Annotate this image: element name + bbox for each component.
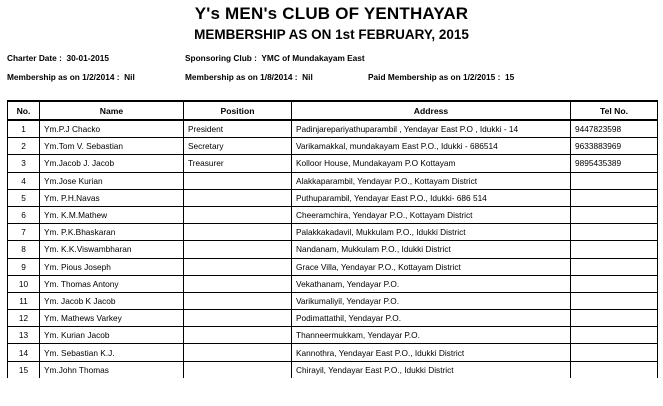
member-position [184, 258, 292, 275]
member-no: 15 [8, 361, 40, 378]
member-name: Ym. Pious Joseph [40, 258, 184, 275]
member-position: Treasurer [184, 155, 292, 172]
member-position [184, 189, 292, 206]
member-name: Ym.P.J Chacko [40, 120, 184, 138]
charter-date [7, 53, 109, 63]
charter-date-value: 30-01-2015 [66, 53, 109, 63]
member-address: Palakkakadavil, Mukkulam P.O., Idukki District [292, 224, 571, 241]
member-no: 10 [8, 275, 40, 292]
table-row [8, 327, 658, 344]
member-address: Varikumaliyil, Yendayar P.O. [292, 292, 571, 309]
table-row [8, 241, 658, 258]
member-tel [571, 189, 658, 206]
member-name: Ym.Jose Kurian [40, 172, 184, 189]
member-no: 7 [8, 224, 40, 241]
member-tel [571, 292, 658, 309]
column-header-position: Position [184, 101, 292, 120]
member-position [184, 361, 292, 378]
member-tel: 9895435389 [571, 155, 658, 172]
member-address: Vekathanam, Yendayar P.O. [292, 275, 571, 292]
table-row [8, 120, 658, 138]
member-address: Padinjarepariyathuparambil , Yendayar East P.O , Idukki - 14 [292, 120, 571, 138]
table-row [8, 138, 658, 155]
paid-membership-value: 15 [504, 72, 515, 82]
membership-aug-2014 [185, 72, 313, 82]
member-no: 12 [8, 310, 40, 327]
member-tel: 9633883969 [571, 138, 658, 155]
page-title: Y's MEN's CLUB OF YENTHAYAR [194, 4, 469, 23]
table-row [8, 361, 658, 378]
member-name: Ym. P.H.Navas [40, 189, 184, 206]
member-name: Ym.Jacob J. Jacob [40, 155, 184, 172]
membership-table [7, 100, 658, 378]
table-row [8, 344, 658, 361]
column-header-tel: Tel No. [571, 101, 658, 120]
membership-feb-2014 [7, 72, 135, 82]
table-row [8, 275, 658, 292]
member-tel [571, 206, 658, 223]
sponsoring-club [185, 53, 365, 63]
sponsoring-club-label: Sponsoring Club : [185, 53, 257, 63]
table-row [8, 172, 658, 189]
member-position: Secretary [184, 138, 292, 155]
member-tel [571, 344, 658, 361]
member-tel [571, 241, 658, 258]
member-address: Podimattathil, Yendayar P.O. [292, 310, 571, 327]
member-name: Ym. Jacob K Jacob [40, 292, 184, 309]
member-name: Ym. Thomas Antony [40, 275, 184, 292]
member-address: Kannothra, Yendayar East P.O., Idukki District [292, 344, 571, 361]
member-no: 13 [8, 327, 40, 344]
membership-feb-2014-label: Membership as on 1/2/2014 : [7, 72, 120, 82]
member-name: Ym.Tom V. Sebastian [40, 138, 184, 155]
member-address: Kolloor House, Mundakayam P.O Kottayam [292, 155, 571, 172]
table-row [8, 189, 658, 206]
page-subtitle: MEMBERSHIP AS ON 1st FEBRUARY, 2015 [194, 27, 469, 42]
member-address: Puthuparambil, Yendayar East P.O., Idukki- 686 514 [292, 189, 571, 206]
member-tel [571, 310, 658, 327]
member-name: Ym. Mathews Varkey [40, 310, 184, 327]
member-name: Ym. P.K.Bhaskaran [40, 224, 184, 241]
table-row [8, 206, 658, 223]
member-position [184, 292, 292, 309]
member-no: 1 [8, 120, 40, 138]
column-header-name: Name [40, 101, 184, 120]
member-position [184, 327, 292, 344]
member-position [184, 275, 292, 292]
member-address: Varikamakkal, mundakayam East P.O., Idukki - 686514 [292, 138, 571, 155]
member-tel: 9447823598 [571, 120, 658, 138]
member-no: 8 [8, 241, 40, 258]
table-row [8, 310, 658, 327]
member-address: Chirayil, Yendayar East P.O., Idukki District [292, 361, 571, 378]
member-address: Thanneermukkam, Yendayar P.O. [292, 327, 571, 344]
member-position [184, 224, 292, 241]
paid-membership [368, 72, 514, 82]
member-no: 4 [8, 172, 40, 189]
member-tel [571, 361, 658, 378]
table-row [8, 292, 658, 309]
member-no: 11 [8, 292, 40, 309]
member-position [184, 172, 292, 189]
charter-date-label: Charter Date : [7, 53, 62, 63]
table-header-row [8, 101, 658, 120]
membership-aug-2014-value: Nil [302, 72, 313, 82]
member-tel [571, 224, 658, 241]
member-address: Alakkaparambil, Yendayar P.O., Kottayam District [292, 172, 571, 189]
membership-feb-2014-value: Nil [124, 72, 135, 82]
member-name: Ym. Kurian Jacob [40, 327, 184, 344]
member-position [184, 206, 292, 223]
member-name: Ym. K.M.Mathew [40, 206, 184, 223]
member-tel [571, 327, 658, 344]
member-no: 2 [8, 138, 40, 155]
member-address: Nandanam, Mukkulam P.O., Idukki District [292, 241, 571, 258]
member-no: 9 [8, 258, 40, 275]
column-header-no: No. [8, 101, 40, 120]
member-name: Ym. K.K.Viswambharan [40, 241, 184, 258]
member-position: President [184, 120, 292, 138]
member-no: 5 [8, 189, 40, 206]
member-address: Cheeramchira, Yendayar P.O., Kottayam District [292, 206, 571, 223]
table-row [8, 155, 658, 172]
sponsoring-club-value: YMC of Mundakayam East [261, 53, 365, 63]
table-row [8, 258, 658, 275]
member-address: Grace Villa, Yendayar P.O., Kottayam District [292, 258, 571, 275]
paid-membership-label: Paid Membership as on 1/2/2015 : [368, 72, 501, 82]
member-no: 14 [8, 344, 40, 361]
member-tel [571, 275, 658, 292]
member-name: Ym. Sebastian K.J. [40, 344, 184, 361]
member-name: Ym.John Thomas [40, 361, 184, 378]
member-no: 6 [8, 206, 40, 223]
member-position [184, 310, 292, 327]
column-header-address: Address [292, 101, 571, 120]
member-tel [571, 172, 658, 189]
member-tel [571, 258, 658, 275]
member-no: 3 [8, 155, 40, 172]
member-position [184, 241, 292, 258]
table-row [8, 224, 658, 241]
member-position [184, 344, 292, 361]
membership-aug-2014-label: Membership as on 1/8/2014 : [185, 72, 298, 82]
